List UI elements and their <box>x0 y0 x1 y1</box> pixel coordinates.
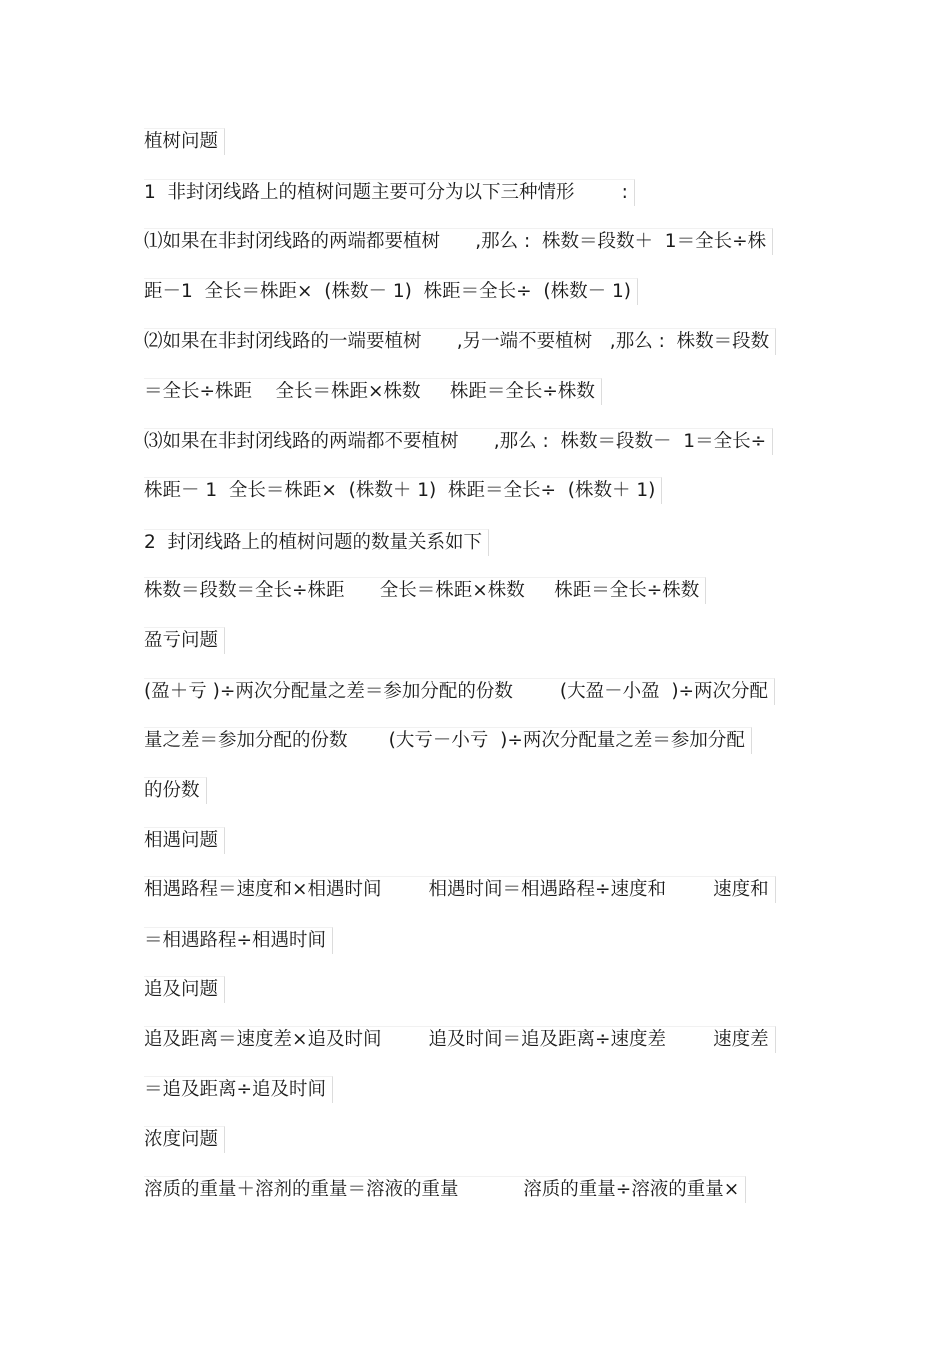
text-line: 溶质的重量＋溶剂的重量＝溶液的重量 溶质的重量÷溶液的重量× <box>144 1176 746 1203</box>
heading-tree-planting: 植树问题 <box>144 128 225 155</box>
text-line: ＝相遇路程÷相遇时间 <box>144 927 333 954</box>
text-line: ＝全长÷株距 全长＝株距×株数 株距＝全长÷株数 <box>144 378 602 405</box>
text-line: 相遇路程＝速度和×相遇时间 相遇时间＝相遇路程÷速度和 速度和 <box>144 876 776 903</box>
text-line: 株距－ 1 全长＝株距× (株数＋ 1) 株距＝全长÷ (株数＋ 1) <box>144 477 662 504</box>
text-line: ⑵如果在非封闭线路的一端要植树 ,另一端不要植树 ,那么 : 株数＝段数 <box>144 328 776 355</box>
text-line: ＝追及距离÷追及时间 <box>144 1076 333 1103</box>
text-line: 株数＝段数＝全长÷株距 全长＝株距×株数 株距＝全长÷株数 <box>144 577 706 604</box>
text-line: 2 封闭线路上的植树问题的数量关系如下 <box>144 529 489 556</box>
text-line: 追及距离＝速度差×追及时间 追及时间＝追及距离÷速度差 速度差 <box>144 1026 776 1053</box>
heading-meeting: 相遇问题 <box>144 827 225 854</box>
text-line: ⑶如果在非封闭线路的两端都不要植树 ,那么 : 株数＝段数－ 1＝全长÷ <box>144 428 773 455</box>
heading-profit-loss: 盈亏问题 <box>144 627 225 654</box>
heading-concentration: 浓度问题 <box>144 1126 225 1153</box>
heading-pursuit: 追及问题 <box>144 976 225 1003</box>
text-line: 距－1 全长＝株距× (株数－ 1) 株距＝全长÷ (株数－ 1) <box>144 278 638 305</box>
text-line: (盈＋亏 )÷两次分配量之差＝参加分配的份数 (大盈－小盈 )÷两次分配 <box>144 678 775 705</box>
text-line: 的份数 <box>144 777 207 804</box>
text-line: 量之差＝参加分配的份数 (大亏－小亏 )÷两次分配量之差＝参加分配 <box>144 727 752 754</box>
text-line: 1 非封闭线路上的植树问题主要可分为以下三种情形 : <box>144 179 635 206</box>
text-line: ⑴如果在非封闭线路的两端都要植树 ,那么 : 株数＝段数＋ 1＝全长÷株 <box>144 228 773 255</box>
